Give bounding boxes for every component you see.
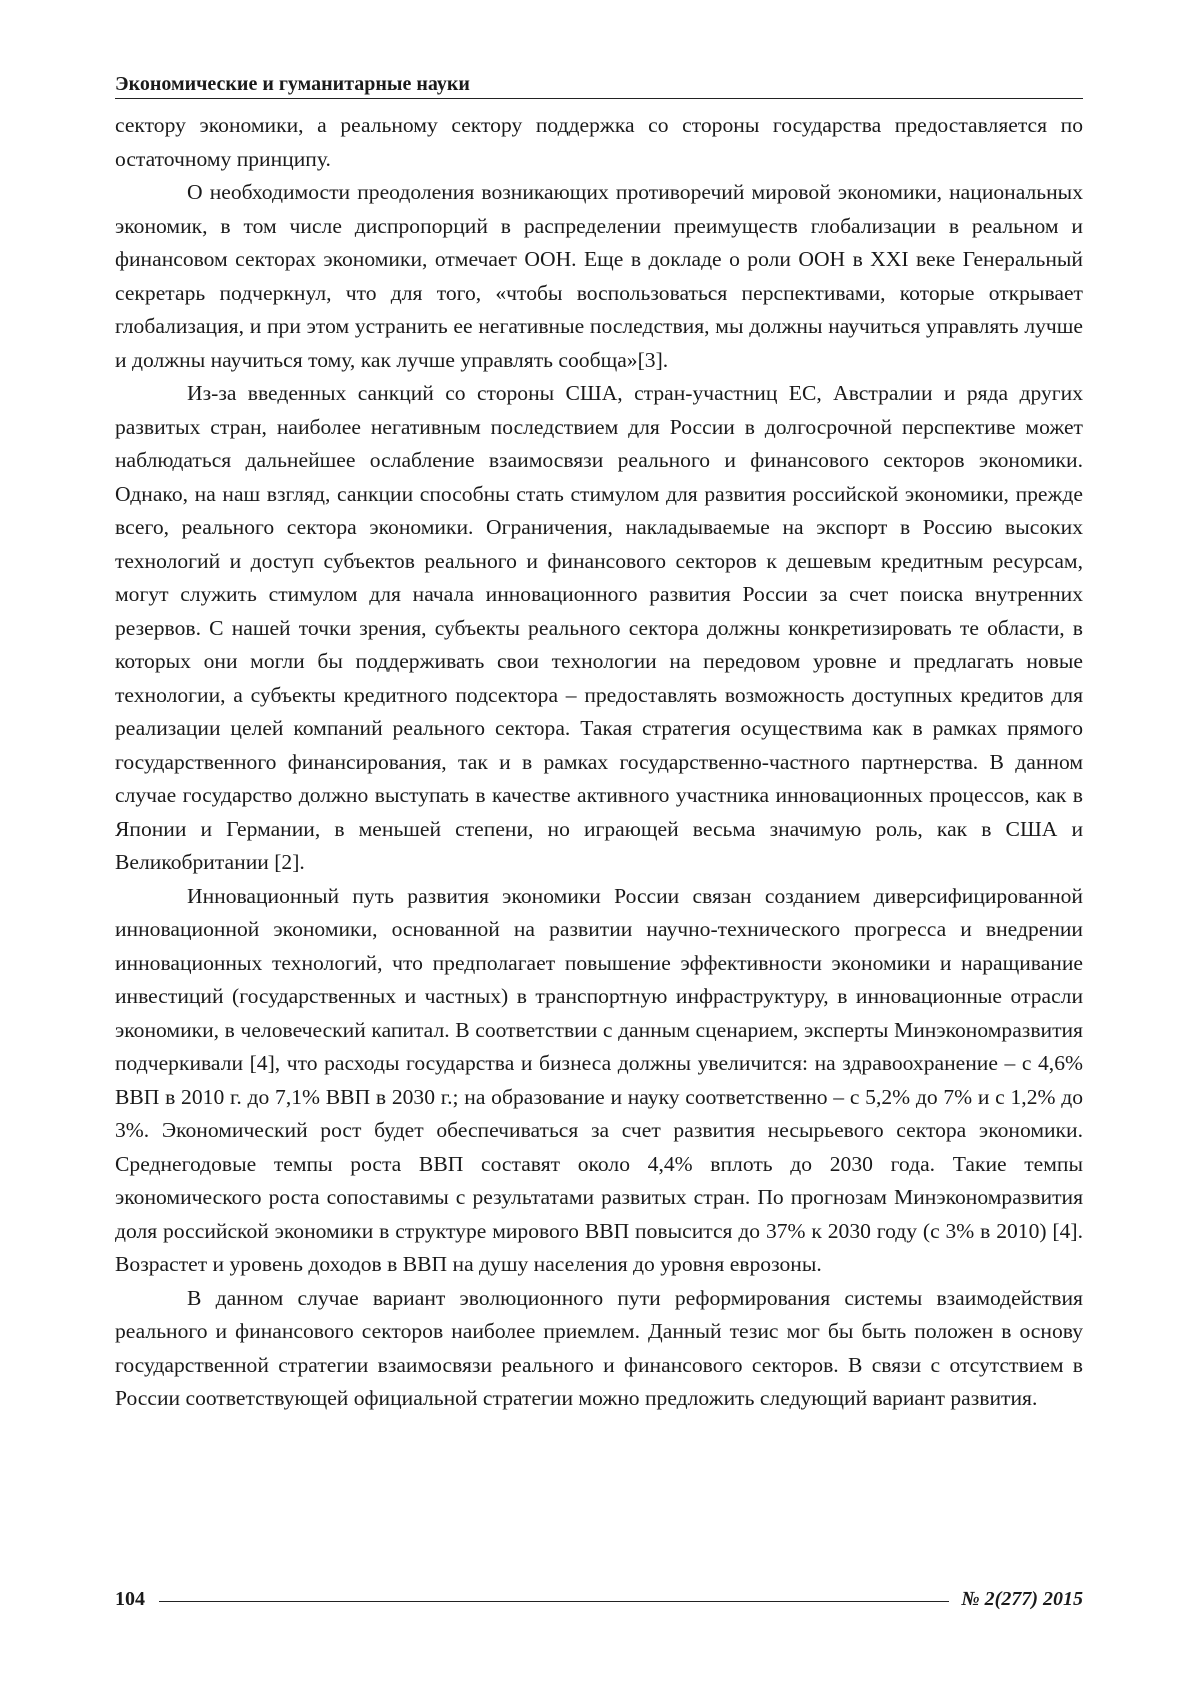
paragraph-continuation: сектору экономики, а реальному сектору поддержка со стороны государства предоставляется по остаточному принципу. [115, 109, 1083, 176]
page-number: 104 [115, 1588, 145, 1611]
paragraph-un-globalization: О необходимости преодоления возникающих противоречий мировой экономики, национальных экономик, в том числе диспропорций в распределении преимуществ глобализации в реальном и финансовом секторах экономики, отмечает ООН. Еще в докладе о роли ООН в XXI веке Генеральный секретарь подчеркнул, что для того, «чтобы воспользоваться перспективами, которые открывает глобализация, и при этом устранить ее негативные последствия, мы должны научиться управлять лучше и должны научиться тому, как лучше управлять сообща»[3]. [115, 176, 1083, 377]
footer-rule [159, 1601, 949, 1602]
paragraph-innovation-path: Инновационный путь развития экономики России связан созданием диверсифицированной инновационной экономики, основанной на развитии научно-технического прогресса и внедрении инновационных технологий, что предполагает повышение эффективности экономики и наращивание инвестиций (государственных и частных) в транспортную инфраструктуру, в инновационные отрасли экономики, в человеческий капитал. В соответствии с данным сценарием, эксперты Минэкономразвития подчеркивали [4], что расходы государства и бизнеса должны увеличится: на здравоохранение – с 4,6% ВВП в 2010 г. до 7,1% ВВП в 2030 г.; на образование и науку соответственно – с 5,2% до 7% и с 1,2% до 3%. Экономический рост будет обеспечиваться за счет развития несырьевого сектора экономики. Среднегодовые темпы роста ВВП составят около 4,4% вплоть до 2030 года. Такие темпы экономического роста сопоставимы с результатами развитых стран. По прогнозам Минэкономразвития доля российской экономики в структуре мирового ВВП повысится до 37% к 2030 году (с 3% в 2010) [4]. Возрастет и уровень доходов в ВВП на душу населения до уровня еврозоны. [115, 880, 1083, 1282]
journal-section-title: Экономические и гуманитарные науки [115, 73, 470, 95]
paragraph-evolutionary-path: В данном случае вариант эволюционного пути реформирования системы взаимодействия реального и финансового секторов наиболее приемлем. Данный тезис мог бы быть положен в основу государственной стратегии взаимосвязи реального и финансового секторов. В связи с отсутствием в России соответствующей официальной стратегии можно предложить следующий вариант развития. [115, 1282, 1083, 1416]
article-body [115, 109, 1083, 1416]
page-footer [115, 1585, 1083, 1613]
issue-label: № 2(277) 2015 [961, 1588, 1083, 1611]
paragraph-sanctions: Из-за введенных санкций со стороны США, стран-участниц ЕС, Австралии и ряда других развитых стран, наиболее негативным последствием для России в долгосрочной перспективе может наблюдаться дальнейшее ослабление взаимосвязи реального и финансового секторов экономики. Однако, на наш взгляд, санкции способны стать стимулом для развития российской экономики, прежде всего, реального сектора экономики. Ограничения, накладываемые на экспорт в Россию высоких технологий и доступ субъектов реального и финансового секторов к дешевым кредитным ресурсам, могут служить стимулом для начала инновационного развития России за счет поиска внутренних резервов. С нашей точки зрения, субъекты реального сектора должны конкретизировать те области, в которых они могли бы поддерживать свои технологии на передовом уровне и предлагать новые технологии, а субъекты кредитного подсектора – предоставлять возможность доступных кредитов для реализации целей компаний реального сектора. Такая стратегия осуществима как в рамках прямого государственного финансирования, так и в рамках государственно-частного партнерства. В данном случае государство должно выступать в качестве активного участника инновационных процессов, как в Японии и Германии, в меньшей степени, но играющей весьма значимую роль, как в США и Великобритании [2]. [115, 377, 1083, 880]
running-header [115, 72, 1083, 99]
